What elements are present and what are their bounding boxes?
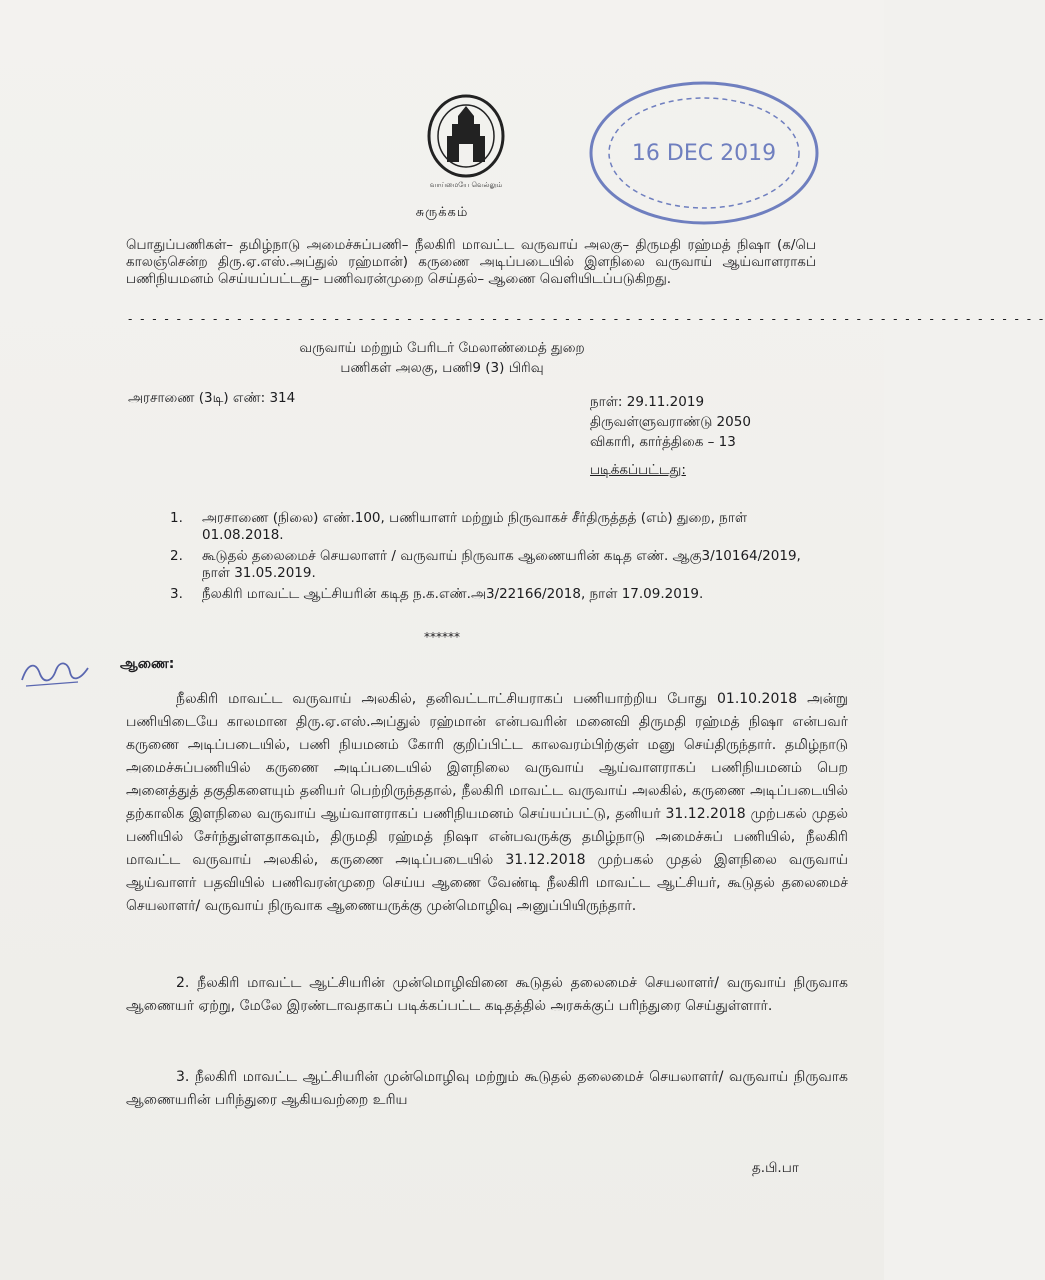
- tamil-month: விகாரி, கார்த்திகை – 13: [590, 434, 736, 450]
- abstract-label: சுருக்கம்: [415, 205, 469, 220]
- reference-text: நீலகிரி மாவட்ட ஆட்சியரின் கடித ந.க.எண்.அ3/22166/2018, நாள் 17.09.2019.: [202, 586, 704, 602]
- handwritten-annotation: [18, 652, 98, 692]
- emblem-motto: வாய்மையே வெல்லும்: [429, 181, 503, 189]
- order-heading: ஆணை:: [120, 656, 175, 672]
- tamil-year: திருவள்ளுவராண்டு 2050: [590, 414, 751, 430]
- order-paragraph-2: 2. நீலகிரி மாவட்ட ஆட்சியரின் முன்மொழிவினை கூடுதல் தலைமைச் செயலாளர்/ வருவாய் நிருவாக ஆணையர் ஏற்று, மேலே இரண்டாவதாகப் படிக்கப்பட்ட கடிதத்தில் அரசுக்குப் பரிந்துரை செய்துள்ளார்.: [126, 975, 848, 1014]
- references-list: [170, 510, 810, 607]
- date-block: [590, 392, 751, 452]
- order-paragraph-3: 3. நீலகிரி மாவட்ட ஆட்சியரின் முன்மொழிவு மற்றும் கூடுதல் தலைமைச் செயலாளர்/ வருவாய் நிருவாக ஆணையரின் பரிந்துரை ஆகியவற்றை உரிய: [126, 1069, 848, 1108]
- divider: - - - - - - - - - - - - - - - - - - - - - - - - - - - - - - - - - - - - - - - - - - - - - - - - - - - - - - - - - - - - - - - - - - - - - - - - - - - -: [128, 312, 1045, 326]
- page-turn-note: த.பி.பா: [752, 1160, 799, 1176]
- tamil-nadu-emblem: [425, 92, 507, 192]
- department-section: பணிகள் அலகு, பணி9 (3) பிரிவு: [340, 360, 544, 376]
- separator-stars: ******: [424, 630, 460, 644]
- reference-number: 2.: [170, 548, 183, 564]
- subject-text: பொதுப்பணிகள்– தமிழ்நாடு அமைச்சுப்பணி– நீலகிரி மாவட்ட வருவாய் அலகு– திருமதி ரஹ்மத் நிஷா (க/பெ காலஞ்சென்ற திரு.ஏ.எஸ்.அப்துல் ரஹ்மான்) கருணை அடிப்படையில் இளநிலை வருவாய் ஆய்வாளராகப் பணிநியமனம் செய்யப்பட்டது– பணிவரன்முறை செய்தல்– ஆணை வெளியிடப்படுகிறது.: [126, 237, 816, 287]
- order-paragraph-1: நீலகிரி மாவட்ட வருவாய் அலகில், தனிவட்டாட்சியராகப் பணியாற்றிய போது 01.10.2018 அன்று பணியிடையே காலமான திரு.ஏ.எஸ்.அப்துல் ரஹ்மான் என்பவரின் மனைவி திருமதி ரஹ்மத் நிஷா என்பவர் கருணை அடிப்படையில், பணி நியமனம் கோரி குறிப்பிட்ட காலவரம்பிற்குள் மனு செய்திருந்தார். தமிழ்நாடு அமைச்சுப்பணியில் கருணை அடிப்படையில் இளநிலை வருவாய் ஆய்வாளராகப் பணிநியமனம் பெற அனைத்துத் தகுதிகளையும் தனியர் பெற்றிருந்ததால், நீலகிரி மாவட்ட வருவாய் அலகில், கருணை அடிப்படையில் தற்காலிக இளநிலை வருவாய் ஆய்வாளராகப் பணிநியமனம் செய்யப்பட்டு, தனியர் 31.12.2018 முற்பகல் முதல் பணியில் சேர்ந்துள்ளதாகவும், திருமதி ரஹ்மத் நிஷா என்பவருக்கு தமிழ்நாடு அமைச்சுப் பணியில், நீலகிரி மாவட்ட வருவாய் அலகில், கருணை அடிப்படையில் 31.12.2018 முற்பகல் முதல் இளநிலை வருவாய் ஆய்வாளர் பதவியில் பணிவரன்முறை செய்ய ஆணை வேண்டி நீலகிரி மாவட்ட ஆட்சியர், கூடுதல் தலைமைச் செயலாளர்/ வருவாய் நிருவாக ஆணையருக்கு முன்மொழிவு அனுப்பியிருந்தார்.: [126, 691, 848, 914]
- reference-text: அரசாணை (நிலை) எண்.100, பணியாளர் மற்றும் நிருவாகச் சீர்திருத்தத் (எம்) துறை, நாள் 01.08.2018.: [202, 510, 748, 543]
- reference-item: [170, 586, 810, 603]
- read-heading: படிக்கப்பட்டது:: [590, 462, 686, 478]
- go-date: நாள்: 29.11.2019: [590, 394, 705, 410]
- reference-item: [170, 510, 810, 544]
- stamp-date: 16 DEC 2019: [631, 141, 777, 166]
- reference-item: [170, 548, 810, 582]
- go-number: அரசாணை (3டி) எண்: 314: [128, 390, 296, 406]
- reference-text: கூடுதல் தலைமைச் செயலாளர் / வருவாய் நிருவாக ஆணையரின் கடித எண். ஆகு3/10164/2019, நாள் 31.05.2019.: [202, 548, 801, 581]
- department-name: வருவாய் மற்றும் பேரிடர் மேலாண்மைத் துறை: [299, 340, 585, 356]
- reference-number: 1.: [170, 510, 183, 526]
- reference-number: 3.: [170, 586, 183, 602]
